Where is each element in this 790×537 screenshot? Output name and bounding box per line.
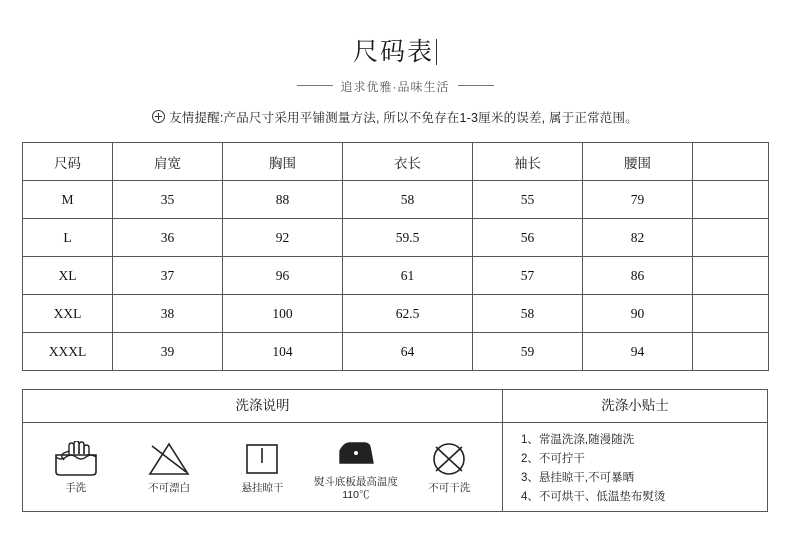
cell-length: 62.5	[343, 295, 473, 333]
cell-bust: 88	[223, 181, 343, 219]
cell-size: XXL	[23, 295, 113, 333]
wash-icon-cell	[123, 439, 215, 495]
cell-bust: 104	[223, 333, 343, 371]
cell-waist: 86	[583, 257, 693, 295]
column-header-shoulder: 肩宽	[113, 143, 223, 181]
measurement-notice-text: 友情提醒:产品尺寸采用平铺测量方法, 所以不免存在1-3厘米的误差, 属于正常范围。	[169, 111, 638, 125]
cell-sleeve: 59	[473, 333, 583, 371]
iron-low-caption: 熨斗底板最高温度110℃	[313, 475, 398, 501]
cell-length: 64	[343, 333, 473, 371]
no-dry-clean-caption: 不可干洗	[428, 482, 471, 494]
cell-shoulder: 36	[113, 219, 223, 257]
cell-waist: 94	[583, 333, 693, 371]
cell-waist: 90	[583, 295, 693, 333]
hand-wash-caption: 手洗	[65, 482, 87, 494]
hand-wash-icon	[30, 439, 122, 479]
line-dry-icon	[216, 439, 308, 479]
page-title	[22, 0, 768, 68]
cell-shoulder: 38	[113, 295, 223, 333]
cell-extra	[693, 333, 769, 371]
title-caret	[436, 39, 437, 65]
measurement-notice	[22, 108, 768, 126]
cell-extra	[693, 295, 769, 333]
wash-tips-list	[503, 423, 767, 513]
no-dry-clean-icon	[403, 439, 495, 479]
column-header-extra	[693, 143, 769, 181]
wash-tips-section	[503, 390, 767, 511]
wash-icons-row	[23, 423, 502, 511]
list-item: 4、不可烘干、低温垫布熨烫	[521, 491, 666, 503]
column-header-waist: 腰围	[583, 143, 693, 181]
wash-icon-cell	[310, 433, 402, 502]
column-header-length: 衣长	[343, 143, 473, 181]
cell-shoulder: 39	[113, 333, 223, 371]
wash-instructions-section	[23, 390, 503, 511]
cell-length: 61	[343, 257, 473, 295]
page-title-text: 尺码表	[352, 39, 434, 66]
table-row	[23, 333, 769, 371]
subtitle-rule-left	[297, 85, 333, 86]
subtitle-rule-right	[458, 85, 494, 86]
wash-icon-cell	[403, 439, 495, 495]
cell-waist: 79	[583, 181, 693, 219]
column-header-sleeve: 袖长	[473, 143, 583, 181]
cell-shoulder: 35	[113, 181, 223, 219]
column-header-bust: 胸围	[223, 143, 343, 181]
cell-sleeve: 57	[473, 257, 583, 295]
wash-icon-cell	[216, 439, 308, 495]
page-subtitle-text: 追求优雅·品味生活	[340, 80, 450, 94]
page-subtitle	[22, 78, 768, 95]
list-item: 1、常温洗涤,随漫随洗	[521, 434, 635, 446]
cell-size: XXXL	[23, 333, 113, 371]
column-header-size: 尺码	[23, 143, 113, 181]
table-row	[23, 295, 769, 333]
table-row	[23, 219, 769, 257]
cell-waist: 82	[583, 219, 693, 257]
no-bleach-caption: 不可漂白	[148, 482, 191, 494]
cell-sleeve: 56	[473, 219, 583, 257]
cell-extra	[693, 219, 769, 257]
cell-bust: 92	[223, 219, 343, 257]
cell-length: 58	[343, 181, 473, 219]
cell-bust: 96	[223, 257, 343, 295]
table-header-row	[23, 143, 769, 181]
cell-size: M	[23, 181, 113, 219]
cell-shoulder: 37	[113, 257, 223, 295]
cell-extra	[693, 257, 769, 295]
cell-sleeve: 58	[473, 295, 583, 333]
table-row	[23, 181, 769, 219]
cell-bust: 100	[223, 295, 343, 333]
line-dry-caption: 悬挂晾干	[241, 482, 284, 494]
list-item: 3、悬挂晾干,不可暴晒	[521, 472, 635, 484]
cell-sleeve: 55	[473, 181, 583, 219]
info-plus-icon	[152, 110, 165, 123]
wash-tips-heading: 洗涤小贴士	[503, 390, 767, 423]
iron-low-icon	[310, 433, 402, 473]
cell-extra	[693, 181, 769, 219]
care-panel	[22, 389, 768, 512]
list-item: 2、不可拧干	[521, 453, 585, 465]
no-bleach-icon	[123, 439, 215, 479]
cell-size: XL	[23, 257, 113, 295]
cell-length: 59.5	[343, 219, 473, 257]
wash-icon-cell	[30, 439, 122, 495]
size-table	[22, 142, 769, 371]
table-row	[23, 257, 769, 295]
wash-instructions-heading: 洗涤说明	[23, 390, 502, 423]
cell-size: L	[23, 219, 113, 257]
